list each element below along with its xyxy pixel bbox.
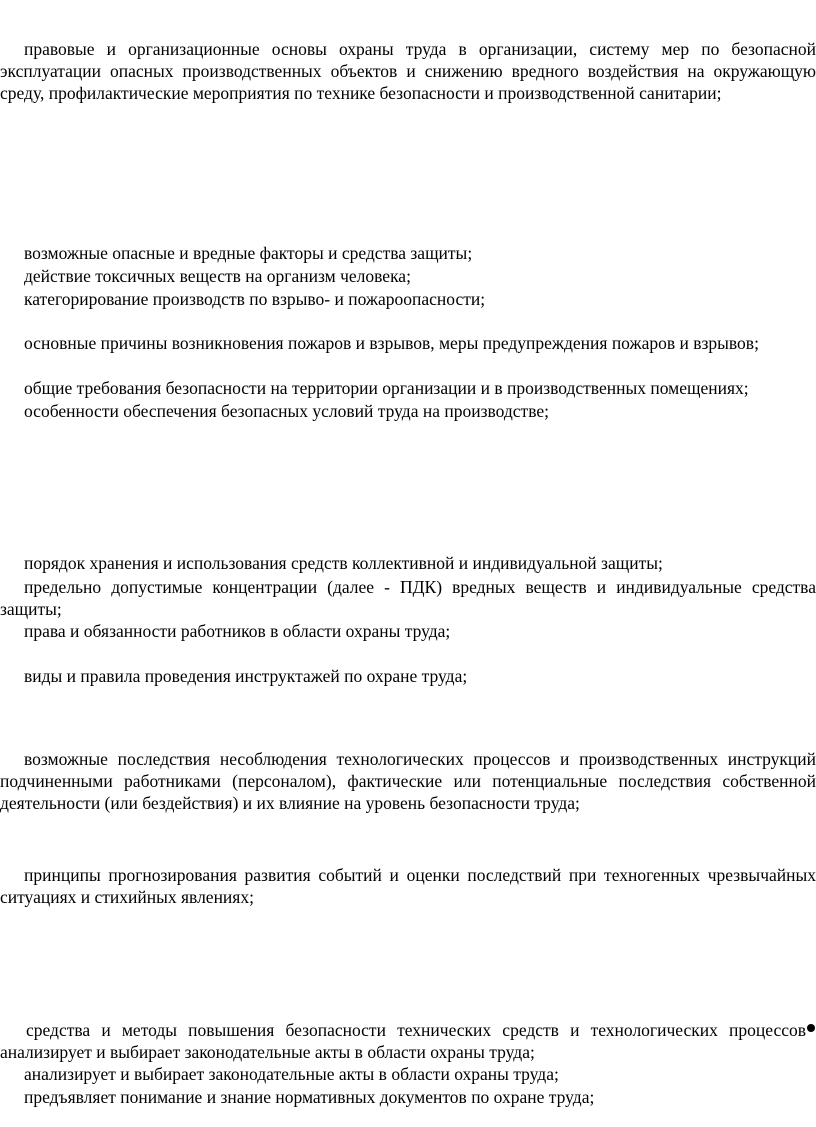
- legal-acts-inline-text: анализирует и выбирает законодательные акты в области охраны труда;: [0, 1042, 535, 1062]
- paragraph-forecasting: принципы прогнозирования развития событий и оценки последствий при техногенных чрезвычайных ситуациях и стихийных явлениях;: [0, 865, 816, 907]
- paragraph-worker-rights: права и обязанности работников в области охраны труда;: [24, 621, 451, 641]
- paragraph-legal-basics: правовые и организационные основы охраны труда в организации, систему мер по безопасной эксплуатации опасных производственных объектов и снижению вредного воздействия на окружающую среду, профилактические мероприятия по технике безопасности и производственной санитарии;: [0, 39, 816, 103]
- paragraph-safe-conditions: особенности обеспечения безопасных условий труда на производстве;: [24, 401, 549, 421]
- paragraph-safety-methods: [0, 1019, 816, 1063]
- paragraph-protection-storage: порядок хранения и использования средств коллективной и индивидуальной защиты;: [24, 553, 663, 573]
- paragraph-general-requirements: общие требования безопасности на территории организации и в производственных помещениях;: [24, 378, 749, 398]
- paragraph-mac-limits: предельно допустимые концентрации (далее - ПДК) вредных веществ и индивидуальные средства защиты;: [0, 577, 816, 619]
- bullet-icon: [807, 1024, 815, 1032]
- paragraph-categorization: категорирование производств по взрыво- и пожароопасности;: [24, 289, 486, 309]
- paragraph-toxic-substances: действие токсичных веществ на организм человека;: [24, 266, 411, 286]
- paragraph-briefings: виды и правила проведения инструктажей по охране труда;: [24, 666, 468, 686]
- paragraph-fire-causes: основные причины возникновения пожаров и взрывов, меры предупреждения пожаров и взрывов;: [24, 333, 759, 353]
- paragraph-normative-docs: предъявляет понимание и знание нормативных документов по охране труда;: [24, 1087, 595, 1107]
- paragraph-consequences: возможные последствия несоблюдения технологических процессов и производственных инструкций подчиненными работниками (персоналом), фактические или потенциальные последствия собственной деятельности (или бездействия) и их влияние на уровень безопасности труда;: [0, 749, 816, 813]
- safety-methods-text: средства и методы повышения безопасности технических средств и технологических процессов: [26, 1020, 806, 1040]
- paragraph-hazard-factors: возможные опасные и вредные факторы и средства защиты;: [24, 243, 473, 263]
- paragraph-legal-acts: анализирует и выбирает законодательные акты в области охраны труда;: [24, 1064, 559, 1084]
